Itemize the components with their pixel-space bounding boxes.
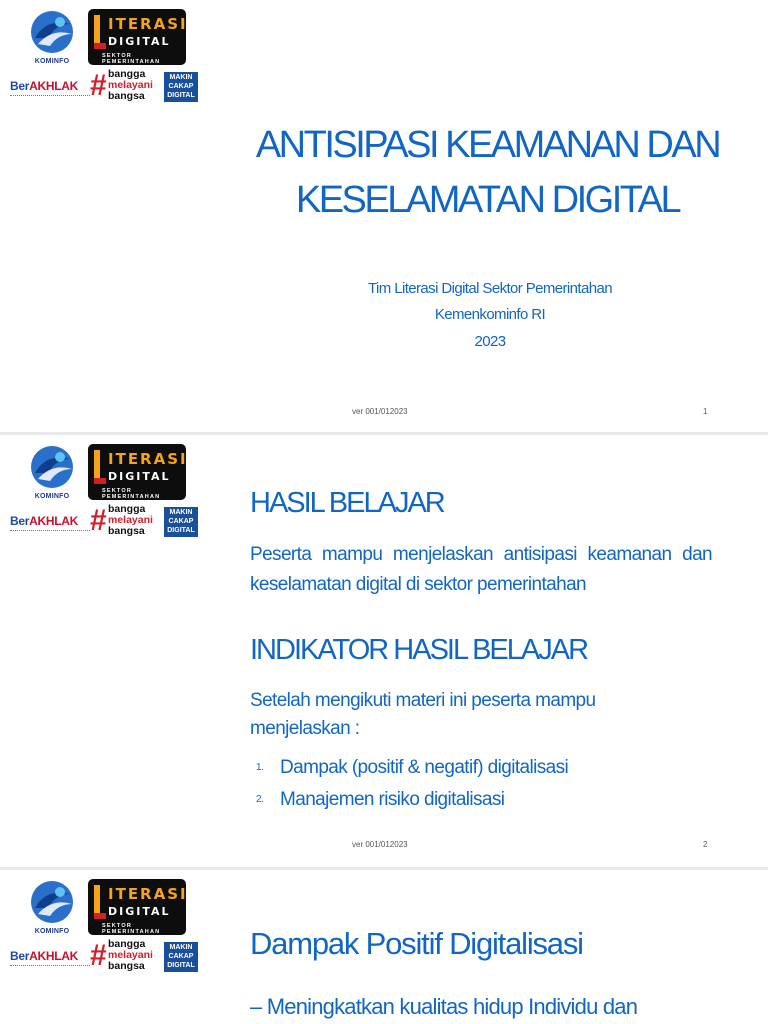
subtitle-org: Kemenkominfo RI bbox=[434, 306, 546, 323]
bangga-melayani-bangsa-logo bbox=[108, 939, 153, 972]
berakhlak-tagline-line bbox=[10, 530, 90, 534]
version-label: ver 001/012023 bbox=[352, 840, 408, 849]
hasil-belajar-paragraph: Peserta mampu menjelaskan antisipasi keamanan dan keselamatan digital di sektor pemerintahan bbox=[250, 544, 712, 595]
bangga-melayani-bangsa-logo bbox=[108, 504, 153, 537]
berakhlak-ber: Ber bbox=[10, 79, 30, 93]
berakhlak-ber: Ber bbox=[10, 514, 30, 528]
logo-cluster bbox=[8, 8, 203, 104]
heading-dampak-positif: Dampak Positif Digitalisasi bbox=[250, 926, 583, 961]
berakhlak-tagline-line bbox=[10, 95, 90, 99]
berakhlak-logo bbox=[10, 79, 78, 93]
kominfo-emblem-icon bbox=[26, 878, 78, 928]
literasi-digital-logo bbox=[88, 879, 186, 935]
digital-line: DIGITAL bbox=[167, 92, 195, 99]
bangga-line: bangga bbox=[108, 938, 146, 950]
berakhlak-logo bbox=[10, 949, 78, 963]
literasi-word: ITERASI bbox=[108, 885, 188, 903]
digital-line: DIGITAL bbox=[167, 527, 195, 534]
melayani-line: melayani bbox=[108, 514, 153, 526]
melayani-line: melayani bbox=[108, 79, 153, 91]
hashtag-icon: # bbox=[90, 939, 107, 972]
slide-2[interactable] bbox=[0, 435, 768, 867]
kominfo-label: KOMINFO bbox=[34, 58, 70, 65]
bangsa-line: bangsa bbox=[108, 960, 145, 972]
literasi-sektor-label: SEKTOR PEMERINTAHAN bbox=[102, 488, 161, 500]
heading-indikator: INDIKATOR HASIL BELAJAR bbox=[250, 634, 588, 666]
literasi-sektor-label: SEKTOR PEMERINTAHAN bbox=[102, 923, 161, 935]
kominfo-logo bbox=[26, 8, 78, 72]
hashtag-icon: # bbox=[90, 69, 107, 102]
berakhlak-logo bbox=[10, 514, 78, 528]
literasi-l-icon bbox=[93, 13, 107, 51]
bangga-melayani-bangsa-logo bbox=[108, 69, 153, 102]
list-item bbox=[256, 757, 568, 779]
indikator-lead: Setelah mengikuti materi ini peserta mampu menjelaskan : bbox=[250, 690, 596, 739]
makin-cakap-digital-logo bbox=[164, 72, 198, 102]
title-line-1: ANTISIPASI KEAMANAN DAN bbox=[255, 124, 720, 166]
title-line-2: KESELAMATAN DIGITAL bbox=[295, 179, 680, 221]
kominfo-emblem-icon bbox=[26, 8, 78, 58]
cakap-line: CAKAP bbox=[168, 518, 194, 525]
melayani-line: melayani bbox=[108, 949, 153, 961]
kominfo-label: KOMINFO bbox=[34, 493, 70, 500]
berakhlak-ber: Ber bbox=[10, 949, 30, 963]
page-number: 2 bbox=[703, 840, 708, 849]
literasi-digital-word: DIGITAL bbox=[108, 35, 171, 48]
literasi-word: ITERASI bbox=[108, 15, 188, 33]
literasi-digital-logo bbox=[88, 9, 186, 65]
list-number: 2. bbox=[256, 794, 264, 806]
berakhlak-akhlak: AKHLAK bbox=[29, 949, 78, 963]
berakhlak-tagline-line bbox=[10, 965, 90, 969]
makin-cakap-digital-logo bbox=[164, 507, 198, 537]
berakhlak-akhlak: AKHLAK bbox=[29, 79, 78, 93]
literasi-digital-logo bbox=[88, 444, 186, 500]
berakhlak-akhlak: AKHLAK bbox=[29, 514, 78, 528]
slide-3[interactable] bbox=[0, 870, 768, 1024]
list-text: Dampak (positif & negatif) digitalisasi bbox=[280, 757, 569, 778]
literasi-l-icon bbox=[93, 883, 107, 921]
makin-line: MAKIN bbox=[169, 944, 193, 951]
subtitle-year: 2023 bbox=[474, 333, 506, 350]
list-text: Manajemen risiko digitalisasi bbox=[280, 789, 505, 810]
bangga-line: bangga bbox=[108, 68, 146, 80]
kominfo-logo bbox=[26, 443, 78, 507]
literasi-sektor-label: SEKTOR PEMERINTAHAN bbox=[102, 53, 161, 65]
kominfo-emblem-icon bbox=[26, 443, 78, 493]
hashtag-icon: # bbox=[90, 504, 107, 537]
list-number: 1. bbox=[256, 762, 264, 774]
bangga-line: bangga bbox=[108, 503, 146, 515]
makin-line: MAKIN bbox=[169, 74, 193, 81]
page-number: 1 bbox=[703, 407, 708, 416]
cakap-line: CAKAP bbox=[168, 953, 194, 960]
heading-hasil-belajar: HASIL BELAJAR bbox=[250, 487, 444, 519]
literasi-digital-word: DIGITAL bbox=[108, 905, 171, 918]
kominfo-label: KOMINFO bbox=[34, 928, 70, 935]
logo-cluster bbox=[8, 878, 203, 974]
makin-cakap-digital-logo bbox=[164, 942, 198, 972]
literasi-l-icon bbox=[93, 448, 107, 486]
literasi-digital-word: DIGITAL bbox=[108, 470, 171, 483]
version-label: ver 001/012023 bbox=[352, 407, 408, 416]
slide-title bbox=[250, 118, 725, 228]
list-item bbox=[256, 789, 504, 811]
logo-cluster bbox=[8, 443, 203, 539]
bangsa-line: bangsa bbox=[108, 525, 145, 537]
digital-line: DIGITAL bbox=[167, 962, 195, 969]
literasi-word: ITERASI bbox=[108, 450, 188, 468]
dampak-bullet: – Meningkatkan kualitas hidup Individu dan bbox=[250, 994, 638, 1019]
subtitle-team: Tim Literasi Digital Sektor Pemerintahan bbox=[368, 280, 612, 297]
cakap-line: CAKAP bbox=[168, 83, 194, 90]
kominfo-logo bbox=[26, 878, 78, 942]
slide-1[interactable] bbox=[0, 0, 768, 432]
makin-line: MAKIN bbox=[169, 509, 193, 516]
bangsa-line: bangsa bbox=[108, 90, 145, 102]
